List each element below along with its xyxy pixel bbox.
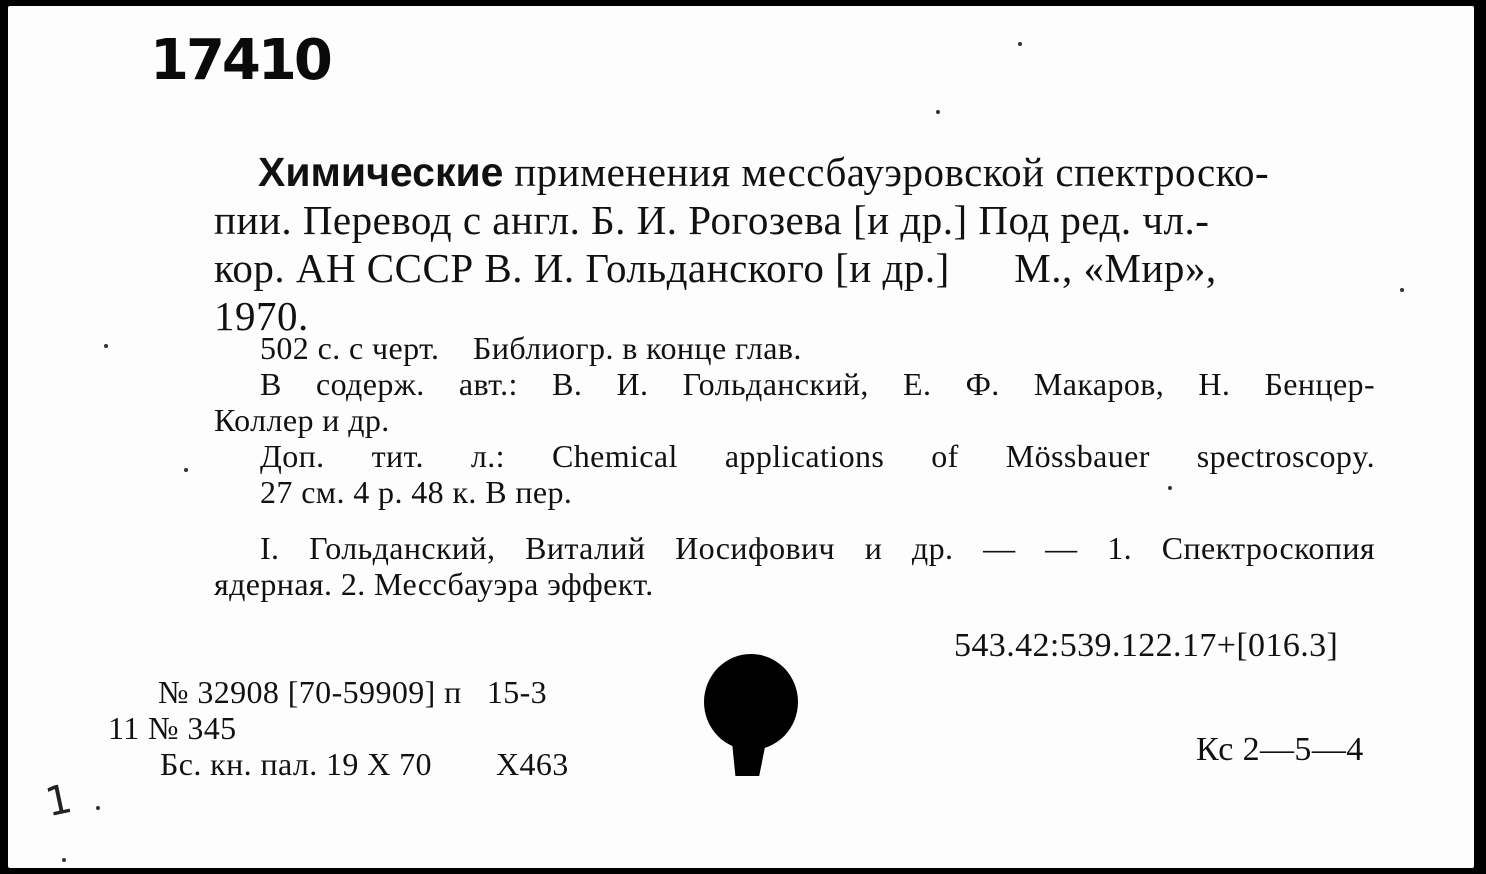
catalog-card [8, 6, 1474, 868]
contents-line-2: Коллер и др. [214, 402, 390, 438]
handwritten-margin-mark: 1 [41, 775, 76, 827]
speck [1168, 486, 1172, 490]
additional-title-line: Доп. тит. л.: Chemical applications of Mössbauer spectroscopy. [260, 438, 1375, 474]
punch-hole [704, 654, 798, 750]
entry-line-2: пии. Перевод с англ. Б. И. Рогозева [и др.] Под ред. чл.- [214, 197, 1210, 243]
bottom-line-2: 11 № 345 [108, 710, 237, 746]
subjects-line-2: ядерная. 2. Мессбауэра эффект. [214, 566, 654, 602]
title-rest: применения мессбауэровской спектроско- [503, 149, 1270, 195]
shelf-code: Кс 2—5—4 [1196, 731, 1364, 768]
contents-line-1: В содерж. авт.: В. И. Гольданский, Е. Ф. Макаров, Н. Бенцер- [260, 366, 1375, 402]
speck [104, 344, 108, 348]
subjects-line-1: I. Гольданский, Виталий Иосифович и др. — — 1. Спектроскопия [260, 530, 1375, 566]
udc-code: 543.42:539.122.17+[016.3] [954, 627, 1339, 664]
speck [936, 110, 940, 114]
handwritten-catalog-number: 17410 [150, 28, 330, 93]
format-line: 27 см. 4 р. 48 к. В пер. [260, 474, 573, 510]
speck [62, 858, 66, 862]
speck [184, 468, 188, 472]
bottom-line-3: Бс. кн. пал. 19 X 70 X463 [160, 746, 569, 782]
entry-line-4: 1970. [214, 293, 309, 339]
pages-line: 502 с. с черт. Библиогр. в конце глав. [260, 330, 802, 366]
speck [96, 806, 100, 810]
title-bold: Химические [258, 149, 504, 195]
bottom-line-1: № 32908 [70-59909] п 15-3 [158, 674, 548, 710]
entry-line-3: кор. АН СССР В. И. Гольданского [и др.] М., «Мир», [214, 245, 1217, 291]
speck [1018, 42, 1022, 46]
speck [1400, 288, 1404, 292]
bibliographic-entry [214, 148, 1374, 340]
punch-hole-tear [732, 742, 766, 776]
